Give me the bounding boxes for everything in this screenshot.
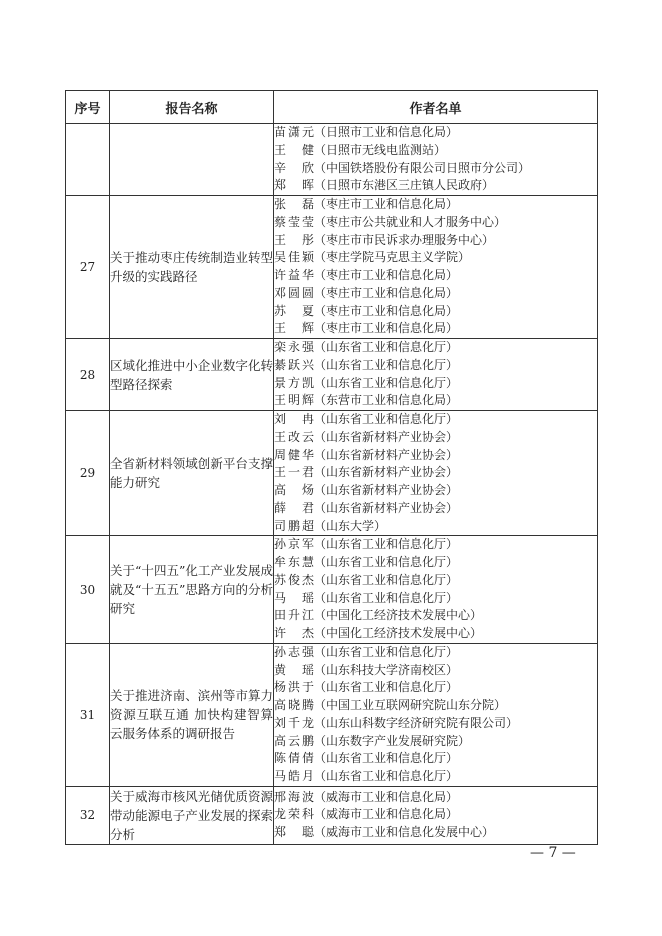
author-name: 高云鹏 bbox=[274, 733, 314, 748]
author-name: 龙荣科 bbox=[274, 807, 314, 822]
author-organization: （日照市工业和信息化局） bbox=[314, 125, 459, 139]
author-entry bbox=[274, 554, 597, 572]
author-organization: （山东省新材料产业协会） bbox=[314, 500, 459, 515]
author-organization: （东营市工业和信息化局） bbox=[314, 393, 459, 408]
author-organization: （山东省工业和信息化厅） bbox=[314, 644, 459, 659]
table-row bbox=[66, 411, 598, 536]
author-entry bbox=[274, 320, 597, 338]
author-organization: （山东省工业和信息化厅） bbox=[314, 751, 459, 766]
author-name: 许 杰 bbox=[274, 626, 314, 640]
author-entry bbox=[274, 285, 597, 303]
author-name: 许益华 bbox=[274, 268, 314, 282]
author-organization: （山东科技大学济南校区） bbox=[314, 662, 459, 677]
author-name: 辛 欣 bbox=[274, 160, 314, 175]
report-title: 全省新材料领域创新平台支撑能力研究 bbox=[110, 411, 274, 536]
author-name: 高晓腾 bbox=[274, 698, 314, 712]
author-entry bbox=[274, 572, 597, 590]
table-row bbox=[66, 124, 598, 196]
author-name: 王 辉 bbox=[274, 321, 314, 336]
author-list bbox=[274, 124, 598, 196]
author-entry bbox=[274, 733, 597, 751]
author-organization: （日照市东港区三庄镇人民政府） bbox=[314, 178, 495, 193]
row-number: 32 bbox=[66, 786, 110, 844]
author-list bbox=[274, 411, 598, 536]
author-organization: （枣庄市工业和信息化局） bbox=[314, 303, 459, 318]
author-organization: （山东省新材料产业协会） bbox=[314, 429, 459, 444]
row-number: 28 bbox=[66, 339, 110, 411]
table-header-row bbox=[66, 91, 598, 124]
table-row bbox=[66, 643, 598, 786]
author-entry bbox=[274, 177, 597, 195]
report-title bbox=[110, 124, 274, 196]
author-organization: （枣庄市公共就业和人才服务中心） bbox=[314, 214, 507, 229]
author-entry bbox=[274, 339, 597, 357]
report-title: 关于威海市核风光储优质资源带动能源电子产业发展的探索分析 bbox=[110, 786, 274, 844]
author-organization: （山东省新材料产业协会） bbox=[314, 465, 459, 480]
author-entry bbox=[274, 142, 597, 160]
author-organization: （枣庄市工业和信息化局） bbox=[314, 321, 459, 336]
author-entry bbox=[274, 590, 597, 608]
author-name: 王 彤 bbox=[274, 232, 314, 247]
author-name: 马皓月 bbox=[274, 769, 314, 783]
author-organization: （枣庄市工业和信息化局） bbox=[314, 285, 459, 300]
author-name: 苏俊杰 bbox=[274, 572, 314, 587]
author-organization: （山东省工业和信息化厅） bbox=[314, 555, 459, 569]
author-entry bbox=[274, 411, 597, 429]
author-entry bbox=[274, 697, 597, 715]
author-entry bbox=[274, 464, 597, 482]
report-title: 关于“十四五”化工产业发展成就及“十五五”思路方向的分析研究 bbox=[110, 536, 274, 644]
author-entry bbox=[274, 715, 597, 733]
author-organization: （枣庄市工业和信息化局） bbox=[314, 197, 459, 211]
author-organization: （中国铁塔股份有限公司日照市分公司） bbox=[314, 160, 531, 175]
author-organization: （枣庄学院马克思主义学院） bbox=[314, 250, 471, 265]
author-organization: （山东山科数字经济研究院有限公司） bbox=[314, 715, 519, 730]
author-list bbox=[274, 643, 598, 786]
author-name: 薛 君 bbox=[274, 500, 314, 515]
author-name: 牟东慧 bbox=[274, 555, 314, 569]
row-number: 27 bbox=[66, 196, 110, 339]
page-number: — 7 — bbox=[530, 845, 576, 861]
author-name: 孙志强 bbox=[274, 644, 314, 659]
author-organization: （山东省工业和信息化厅） bbox=[314, 412, 459, 426]
header-authors: 作者名单 bbox=[274, 91, 598, 124]
row-number: 30 bbox=[66, 536, 110, 644]
author-organization: （山东省新材料产业协会） bbox=[314, 447, 459, 462]
report-title: 关于推动枣庄传统制造业转型升级的实践路径 bbox=[110, 196, 274, 339]
author-entry bbox=[274, 429, 597, 447]
table-body bbox=[66, 124, 598, 845]
table-row bbox=[66, 786, 598, 844]
author-name: 刘 冉 bbox=[274, 412, 314, 426]
author-entry bbox=[274, 607, 597, 625]
author-entry bbox=[274, 789, 597, 807]
author-organization: （山东省工业和信息化厅） bbox=[314, 357, 459, 372]
author-entry bbox=[274, 625, 597, 643]
author-entry bbox=[274, 267, 597, 285]
author-organization: （山东省工业和信息化厅） bbox=[314, 375, 459, 390]
author-entry bbox=[274, 124, 597, 142]
row-number bbox=[66, 124, 110, 196]
author-entry bbox=[274, 447, 597, 465]
author-name: 綦跃兴 bbox=[274, 357, 314, 372]
author-entry bbox=[274, 806, 597, 824]
author-entry bbox=[274, 196, 597, 214]
author-entry bbox=[274, 824, 597, 842]
author-organization: （山东省工业和信息化厅） bbox=[314, 769, 459, 783]
author-organization: （中国工业互联网研究院山东分院） bbox=[314, 698, 507, 712]
author-name: 景方凯 bbox=[274, 375, 314, 390]
author-entry bbox=[274, 160, 597, 178]
author-entry bbox=[274, 249, 597, 267]
author-name: 蔡莹莹 bbox=[274, 214, 314, 229]
author-organization: （威海市工业和信息化发展中心） bbox=[314, 825, 495, 840]
author-entry bbox=[274, 500, 597, 518]
row-number: 31 bbox=[66, 643, 110, 786]
author-organization: （山东省新材料产业协会） bbox=[314, 483, 459, 497]
author-entry bbox=[274, 303, 597, 321]
header-title: 报告名称 bbox=[110, 91, 274, 124]
author-name: 苗潇元 bbox=[274, 125, 314, 139]
author-name: 刘千龙 bbox=[274, 715, 314, 730]
author-entry bbox=[274, 214, 597, 232]
author-organization: （中国化工经济技术发展中心） bbox=[314, 626, 483, 640]
author-organization: （威海市工业和信息化局） bbox=[314, 807, 459, 822]
author-entry bbox=[274, 768, 597, 786]
author-organization: （中国化工经济技术发展中心） bbox=[314, 608, 483, 623]
author-organization: （威海市工业和信息化局） bbox=[314, 789, 459, 804]
author-name: 黄 瑶 bbox=[274, 662, 314, 677]
author-name: 张 磊 bbox=[274, 197, 314, 211]
author-entry bbox=[274, 357, 597, 375]
author-name: 郑 晖 bbox=[274, 178, 314, 193]
author-entry bbox=[274, 482, 597, 500]
author-name: 田升江 bbox=[274, 608, 314, 623]
report-title: 区域化推进中小企业数字化转型路径探索 bbox=[110, 339, 274, 411]
author-organization: （山东省工业和信息化厅） bbox=[314, 590, 459, 605]
report-table bbox=[65, 90, 598, 845]
author-entry bbox=[274, 679, 597, 697]
author-organization: （山东大学） bbox=[314, 518, 387, 533]
table-row bbox=[66, 536, 598, 644]
author-name: 邓圆圆 bbox=[274, 285, 314, 300]
author-name: 周健华 bbox=[274, 447, 314, 462]
author-organization: （山东省工业和信息化厅） bbox=[314, 340, 459, 354]
author-name: 王明辉 bbox=[274, 393, 314, 408]
author-name: 陈倩倩 bbox=[274, 751, 314, 766]
author-name: 邢海波 bbox=[274, 789, 314, 804]
author-list bbox=[274, 196, 598, 339]
author-organization: （日照市无线电监测站） bbox=[314, 142, 447, 157]
author-organization: （山东省工业和信息化厅） bbox=[314, 537, 459, 552]
author-entry bbox=[274, 232, 597, 250]
report-title: 关于推进济南、滨州等市算力资源互联互通 加快构建智算云服务体系的调研报告 bbox=[110, 643, 274, 786]
author-list bbox=[274, 339, 598, 411]
author-name: 马 瑶 bbox=[274, 590, 314, 605]
author-organization: （山东省工业和信息化厅） bbox=[314, 680, 459, 695]
table-row bbox=[66, 339, 598, 411]
author-name: 高 炀 bbox=[274, 483, 314, 497]
row-number: 29 bbox=[66, 411, 110, 536]
author-organization: （枣庄市市民诉求办理服务中心） bbox=[314, 232, 495, 247]
author-entry bbox=[274, 536, 597, 554]
author-entry bbox=[274, 392, 597, 410]
author-organization: （山东省工业和信息化厅） bbox=[314, 572, 459, 587]
author-name: 杨洪于 bbox=[274, 680, 314, 695]
author-entry bbox=[274, 750, 597, 768]
author-name: 郑 聪 bbox=[274, 825, 314, 840]
author-name: 王一君 bbox=[274, 465, 314, 480]
author-name: 王改云 bbox=[274, 429, 314, 444]
table-row bbox=[66, 196, 598, 339]
author-entry bbox=[274, 375, 597, 393]
author-name: 王 健 bbox=[274, 142, 314, 157]
author-name: 孙京军 bbox=[274, 537, 314, 552]
author-name: 苏 夏 bbox=[274, 303, 314, 318]
author-list bbox=[274, 786, 598, 844]
author-list bbox=[274, 536, 598, 644]
author-entry bbox=[274, 518, 597, 536]
author-entry bbox=[274, 662, 597, 680]
author-name: 栾永强 bbox=[274, 340, 314, 354]
author-organization: （山东数字产业发展研究院） bbox=[314, 733, 471, 748]
author-name: 司鹏超 bbox=[274, 518, 314, 533]
author-name: 吴佳颖 bbox=[274, 250, 314, 265]
author-organization: （枣庄市工业和信息化局） bbox=[314, 268, 459, 282]
author-entry bbox=[274, 644, 597, 662]
header-num: 序号 bbox=[66, 91, 110, 124]
